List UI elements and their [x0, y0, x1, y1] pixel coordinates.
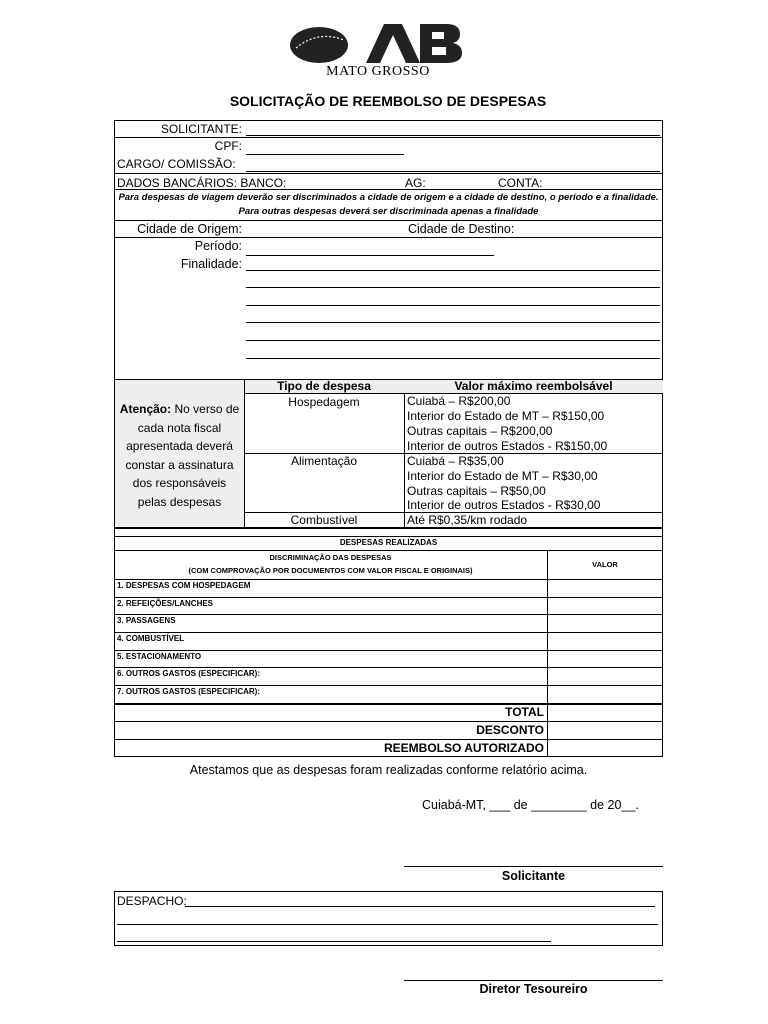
total-label: TOTAL: [505, 705, 544, 719]
finalidade-line-4[interactable]: [246, 322, 660, 323]
limits-hosp-v4: Interior de outros Estados - R$150,00: [407, 439, 608, 453]
expenses-section-title: DESPESAS REALIZADAS: [339, 538, 438, 547]
expense-value-7[interactable]: [548, 686, 662, 702]
attest-text: Atestamos que as despesas foram realizadas conforme relatório acima.: [189, 763, 588, 777]
limits-alim-v3: Outras capitais – R$50,00: [407, 484, 546, 498]
expense-item-2: 2. REFEIÇÕES/LANCHES: [117, 599, 214, 608]
expense-item-3: 3. PASSAGENS: [117, 616, 176, 625]
logo-subtitle: MATO GROSSO: [326, 64, 430, 79]
expenses-disc-title: DISCRIMINAÇÃO DAS DESPESAS: [269, 553, 392, 562]
cpf-field[interactable]: [246, 154, 404, 155]
expense-item-1: 1. DESPESAS COM HOSPEDAGEM: [117, 581, 251, 590]
limits-tipo-alimentacao: Alimentação: [290, 454, 358, 468]
despacho-line-2[interactable]: [117, 924, 658, 925]
periodo-label: Período:: [194, 239, 242, 253]
diretor-signature-line[interactable]: [404, 980, 663, 981]
desconto-label: DESCONTO: [476, 723, 544, 737]
total-value[interactable]: [548, 705, 662, 720]
despacho-label: DESPACHO:: [117, 894, 187, 908]
limits-comb-v1: Até R$0,35/km rodado: [407, 513, 528, 527]
attention-text: [117, 400, 242, 511]
expense-item-4: 4. COMBUSTÍVEL: [117, 634, 185, 643]
solicitante-field[interactable]: [246, 135, 660, 136]
despacho-line-3[interactable]: [117, 941, 551, 942]
diretor-signature-label: Diretor Tesoureiro: [479, 982, 588, 996]
date-line[interactable]: Cuiabá-MT, ___ de ________ de 20__.: [422, 798, 639, 812]
expense-item-7: 7. OUTROS GASTOS (ESPECIFICAR):: [117, 687, 260, 696]
expenses-valor-header: VALOR: [592, 560, 618, 569]
attention-bold: Atenção:: [119, 402, 172, 416]
page-title: SOLICITAÇÃO DE REEMBOLSO DE DESPESAS: [229, 93, 547, 109]
conta-label: CONTA:: [498, 176, 543, 190]
limits-col-valor: Valor máximo reembolsável: [454, 379, 613, 393]
expense-value-2[interactable]: [548, 598, 662, 614]
expense-item-6: 6. OUTROS GASTOS (ESPECIFICAR):: [117, 669, 260, 678]
solicitante-label: SOLICITANTE:: [160, 122, 242, 136]
banco-label: DADOS BANCÁRIOS: BANCO:: [117, 176, 287, 190]
desconto-value[interactable]: [548, 722, 662, 738]
limits-hosp-v1: Cuiabá – R$200,00: [407, 394, 511, 408]
expense-value-5[interactable]: [548, 651, 662, 667]
despacho-line-1[interactable]: [185, 906, 655, 907]
attention-body: No verso de cada nota fiscal apresentada deverá constar a assinatura dos responsáveis pelas despesas: [125, 402, 240, 509]
limits-tipo-combustivel: Combustível: [290, 513, 358, 527]
solicitante-signature-label: Solicitante: [501, 869, 566, 883]
solicitante-signature-line[interactable]: [404, 866, 663, 867]
ag-label: AG:: [405, 176, 426, 190]
expense-value-6[interactable]: [548, 668, 662, 684]
expense-value-4[interactable]: [548, 633, 662, 649]
reembolso-label: REEMBOLSO AUTORIZADO: [383, 741, 544, 755]
finalidade-line-3[interactable]: [246, 305, 660, 306]
limits-hosp-v3: Outras capitais – R$200,00: [407, 424, 553, 438]
expenses-disc-sub: (COM COMPROVAÇÃO POR DOCUMENTOS COM VALOR FISCAL E ORIGINAIS): [188, 566, 473, 575]
cargo-field[interactable]: [246, 171, 660, 172]
reembolso-value[interactable]: [548, 740, 662, 756]
finalidade-label: Finalidade:: [180, 257, 242, 271]
periodo-field[interactable]: [246, 255, 494, 256]
expense-item-5: 5. ESTACIONAMENTO: [117, 652, 202, 661]
limits-alim-v1: Cuiabá – R$35,00: [407, 454, 504, 468]
limits-col-tipo: Tipo de despesa: [277, 379, 371, 393]
expense-value-3[interactable]: [548, 615, 662, 631]
limits-hosp-v2: Interior do Estado de MT – R$150,00: [407, 409, 605, 423]
cpf-label: CPF:: [214, 139, 242, 153]
limits-alim-v2: Interior do Estado de MT – R$30,00: [407, 469, 598, 483]
finalidade-line-1[interactable]: [246, 270, 660, 271]
destino-label: Cidade de Destino:: [408, 222, 515, 236]
finalidade-line-6[interactable]: [246, 358, 660, 359]
finalidade-line-2[interactable]: [246, 287, 660, 288]
finalidade-line-5[interactable]: [246, 340, 660, 341]
origem-label: Cidade de Origem:: [137, 222, 242, 236]
expense-value-1[interactable]: [548, 580, 662, 596]
despacho-box: [114, 891, 663, 946]
travel-note: Para despesas de viagem deverão ser discriminados a cidade de origem e a cidade de destino, o período e a finalidade. Para outras despesas deverá ser discriminada apenas a finalidade: [118, 192, 659, 217]
limits-tipo-hospedagem: Hospedagem: [288, 395, 360, 409]
cargo-label: CARGO/ COMISSÃO:: [117, 157, 236, 171]
limits-alim-v4: Interior de outros Estados - R$30,00: [407, 498, 601, 512]
